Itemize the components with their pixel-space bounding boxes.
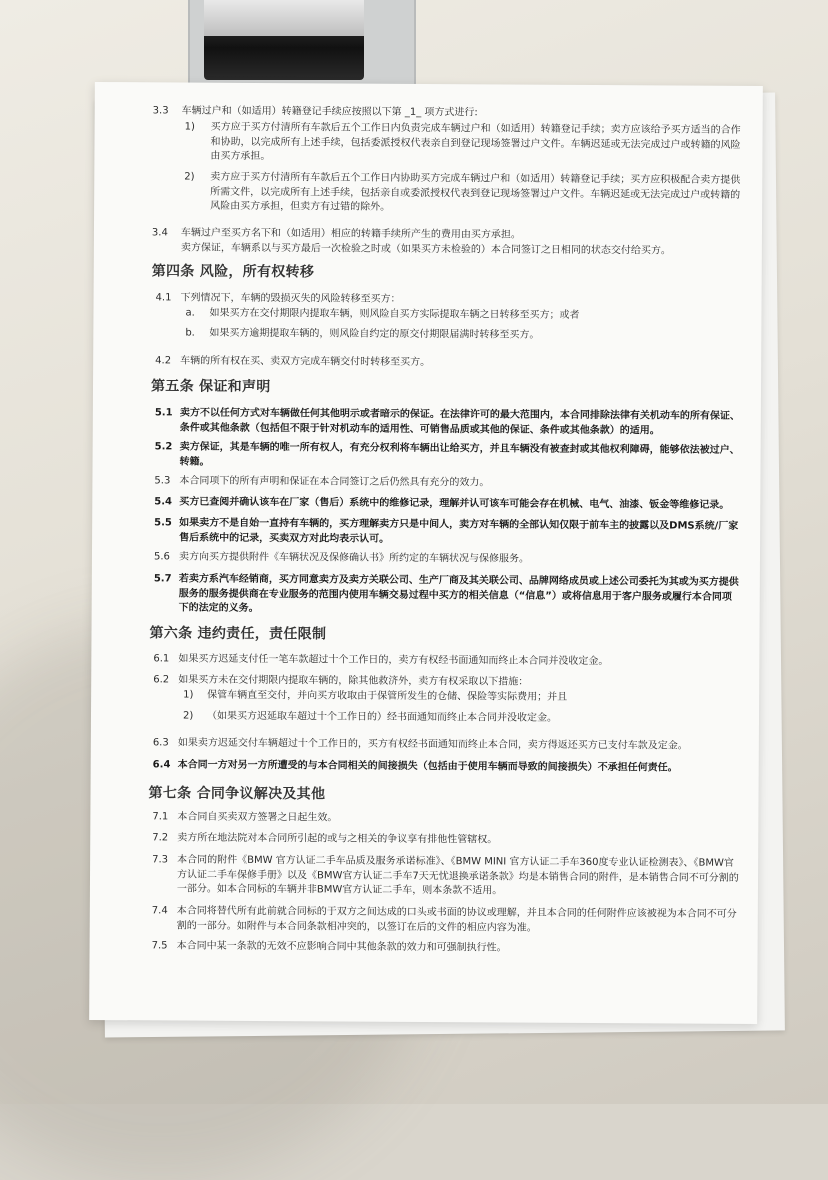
clause-number: 5.3 <box>154 475 171 487</box>
clause-text: 卖方所在地法院对本合同所引起的或与之相关的争议享有排他性管辖权。 <box>177 832 498 846</box>
item-number: 1) <box>183 689 194 701</box>
clause-number: 7.1 <box>152 811 169 823</box>
article-heading: 第四条 风险，所有权转移 <box>151 263 315 281</box>
clause-number: 5.5 <box>154 517 172 529</box>
item-text: 如果买方逾期提取车辆的，则风险自约定的原交付期限届满时转移至买方。 <box>209 327 540 341</box>
article-heading: 第五条 保证和声明 <box>150 378 271 396</box>
clause-number: 5.2 <box>154 441 173 453</box>
device-stand <box>188 0 416 90</box>
clause-number: 4.2 <box>155 355 172 367</box>
item-text: 如果买方在交付期限内提取车辆，则风险自买方实际提取车辆之日转移至买方；或者 <box>209 307 580 321</box>
clause-number: 5.1 <box>154 407 173 419</box>
contract-page <box>89 82 763 1024</box>
item-number: a. <box>185 307 195 319</box>
device-slot-highlight <box>204 0 364 36</box>
clause-number: 6.3 <box>152 737 169 749</box>
clause-text: 卖方向买方提供附件《车辆状况及保修确认书》所约定的车辆状况与保修服务。 <box>178 551 529 565</box>
clause-number: 5.7 <box>153 573 172 585</box>
clause-text: 本合同中某一条款的无效不应影响合同中其他条款的效力和可强制执行性。 <box>176 940 507 954</box>
clause-text: 本合同将替代所有此前就合同标的于双方之间达成的口头或书面的协议或理解，并且本合同的任何附件应该被视为本合同不可分割的一部分。如附件与本合同条款相冲突的，以签订在后的文件的相应内容为准。 <box>176 905 737 934</box>
item-text: 买方应于买方付清所有车款后五个工作日内负责完成车辆过户和（如适用）转籍登记手续；卖方应该给予买方适当的合作和协助，以完成所有上述手续，包括委派授权代表亲自到登记现场签署过户文件。车辆迟延或无法完成过户或转籍的风险由买方承担。 <box>210 121 741 163</box>
clause-text: 卖方保证，其是车辆的唯一所有权人，有充分权利将车辆出让给买方，并且车辆没有被查封或其他权利障碍，能够依法被过户、转籍。 <box>179 441 740 468</box>
clause-number: 3.4 <box>151 227 168 239</box>
item-text: 保管车辆直至交付，并向买方收取由于保管所发生的仓储、保险等实际费用；并且 <box>207 689 568 703</box>
clause-number: 7.4 <box>151 905 168 917</box>
clause-text: 本合同的附件《BMW 官方认证二手车品质及服务承诺标准》、《BMW MINI 官方认证二手车360度专业认证检测表》、《BMW官方认证二手车保修手册》以及《BMW官方认证二手车7天无忧退换承诺条款》均是本销售合同的附件，是本销售合同不可分割的一部分。如本合同标的车辆并非BMW官方认证二手车，则本条款不适用。 <box>176 854 739 897</box>
item-number: 2) <box>184 171 195 183</box>
clause-number: 7.3 <box>152 854 169 866</box>
clause-text: 如果卖方迟延交付车辆超过十个工作日的，买方有权经书面通知而终止本合同，卖方得返还买方已支付车款及定金。 <box>177 737 688 752</box>
clause-text: 如果卖方不是自始一直持有车辆的，买方理解卖方只是中间人，卖方对车辆的全部认知仅限于前车主的披露以及DMS系统/厂家售后系统中的记录，买卖双方对此均表示认可。 <box>179 517 739 545</box>
clause-number: 6.1 <box>153 653 170 665</box>
clause-text: 车辆过户至买方名下和（如适用）相应的转籍手续所产生的费用由买方承担。 <box>180 227 521 241</box>
clause-text: 买方已查阅并确认该车在厂家（售后）系统中的维修记录，理解并认可该车可能会存在机械、电气、油漆、钣金等维修记录。 <box>179 496 730 511</box>
clause-text: 车辆的所有权在买、卖双方完成车辆交付时转移至买方。 <box>180 355 431 369</box>
clause-number: 7.5 <box>151 940 168 952</box>
clause-number: 3.3 <box>152 105 169 117</box>
clause-text: 若卖方系汽车经销商，买方同意卖方及卖方关联公司、生产厂商及其关联公司、品牌网络成员或上述公司委托为其或为买方提供服务的服务提供商在专业服务的范围内使用车辆交易过程中买方的相关信息（“信息”）或将信息用于客户服务或履行本合同项下的法定的义务。 <box>178 573 739 614</box>
clause-number: 6.2 <box>153 674 170 686</box>
clause-text: 下列情况下，车辆的毁损灭失的风险转移至买方： <box>180 292 401 305</box>
clause-number: 5.4 <box>154 496 173 508</box>
clause-text: 车辆过户和（如适用）转籍登记手续应按照以下第 _1_ 项方式进行: <box>181 105 478 119</box>
clause-text: 卖方不以任何方式对车辆做任何其他明示或者暗示的保证。在法律许可的最大范围内，本合同排除法律有关机动车的所有保证、条件或其他条款（包括但不限于针对机动车的适用性、可销售品质或其他的保证、条件或其他条款）的适用。 <box>179 407 740 436</box>
clause-text: 如果买方未在交付期限内提取车辆的，除其他救济外，卖方有权采取以下措施： <box>178 674 529 688</box>
item-number: 2) <box>182 710 194 722</box>
item-number: 1) <box>184 121 195 133</box>
article-heading: 第六条 违约责任，责任限制 <box>149 625 327 643</box>
clause-text: 本合同一方对另一方所遭受的与本合同相关的间接损失（包括由于使用车辆而导致的间接损失）不承担任何责任。 <box>177 759 678 774</box>
article-heading: 第七条 合同争议解决及其他 <box>148 785 326 803</box>
item-text: 卖方应于买方付清所有车款后五个工作日内协助买方完成车辆过户和（如适用）转籍登记手续；买方应积极配合卖方提供所需文件，以完成所有上述手续，包括亲自或委派授权代表到登记现场签署过户文件。车辆迟延或无法完成过户或转籍的风险由买方承担，但卖方有过错的除外。 <box>210 171 741 213</box>
clause-text: 本合同自买卖双方签署之日起生效。 <box>177 811 338 824</box>
clause-number: 6.4 <box>152 759 171 771</box>
clause-text: 如果买方迟延支付任一笔车款超过十个工作日的，卖方有权经书面通知而终止本合同并没收定金。 <box>178 653 609 668</box>
item-number: b. <box>185 327 195 339</box>
clause-text: 卖方保证，车辆系以与买方最后一次检验之时或（如果买方未检验的）本合同签订之日相同的状态交付给买方。 <box>180 242 671 257</box>
item-text: （如果买方迟延取车超过十个工作日的）经书面通知而终止本合同并没收定金。 <box>206 710 558 724</box>
clause-number: 4.1 <box>155 292 172 304</box>
clause-text: 本合同项下的所有声明和保证在本合同签订之后仍然具有充分的效力。 <box>179 475 490 489</box>
clause-number: 7.2 <box>152 832 169 844</box>
clause-number: 5.6 <box>153 551 170 563</box>
